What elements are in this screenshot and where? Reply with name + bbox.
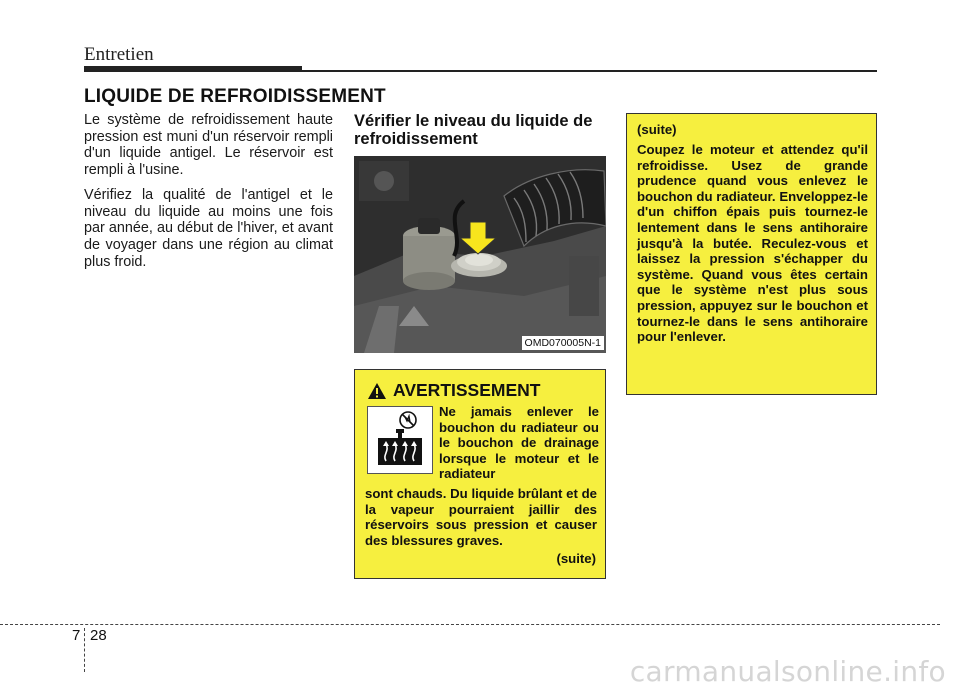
- header-title: Entretien: [84, 44, 154, 65]
- continuation-box: [626, 113, 877, 395]
- continuation-text: Coupez le moteur et attendez qu'il refroidisse. Usez de grande prudence quand vous enlevez le bouchon du radiateur. Enveloppez-le d'un chiffon épais puis tournez-le lentement dans le sens antihoraire jusqu'à la butée. Reculez-vous et laissez la pression s'échapper du système. Quand vous êtes certain que le système n'est plus sous pression, appuyez sur le bouchon et tournez-le dans le sens antihoraire pour l'enlever.: [637, 142, 868, 345]
- header-rule-thick: [84, 66, 302, 72]
- header-rule-thin: [302, 70, 877, 72]
- warning-text-full: sont chauds. Du liquide brûlant et de la vapeur pourraient jaillir des réservoirs sous pression et causer des blessures graves.: [365, 486, 597, 548]
- warning-title: AVERTISSEMENT: [393, 380, 541, 400]
- footer-chapter: 7: [72, 627, 81, 644]
- footer-page-number: 28: [90, 627, 107, 644]
- coolant-subheading: Vérifier le niveau du liquide de refroidissement: [354, 112, 593, 148]
- warning-text-beside-icon: Ne jamais enlever le bouchon du radiateur ou le bouchon de drainage lorsque le moteur et le radiateur: [439, 404, 599, 481]
- warning-title-row: [367, 380, 540, 401]
- warning-box: [354, 369, 606, 579]
- footer-dash-line: [0, 624, 940, 625]
- warning-suite-label: (suite): [556, 551, 596, 566]
- continuation-suite-label: (suite): [637, 122, 677, 137]
- left-column: [84, 112, 333, 278]
- paragraph-2: Vérifiez la qualité de l'antigel et le niveau du liquide au moins une fois par année, au début de l'hiver, et avant de voyager dans une région au climat plus froid.: [84, 186, 333, 270]
- photo-code: OMD070005N-1: [522, 336, 604, 350]
- radiator-hot-steam-icon: [367, 406, 433, 474]
- warning-triangle-icon: [367, 382, 387, 400]
- watermark: carmanualsonline.info: [629, 655, 946, 688]
- engine-photo: [354, 156, 606, 353]
- section-heading: LIQUIDE DE REFROIDISSEMENT: [84, 86, 386, 107]
- paragraph-1: Le système de refroidissement haute pression est muni d'un réservoir rempli d'un liquide antigel. Le réservoir est rempli à l'usine.: [84, 112, 333, 179]
- footer-vertical-dash: [84, 628, 85, 672]
